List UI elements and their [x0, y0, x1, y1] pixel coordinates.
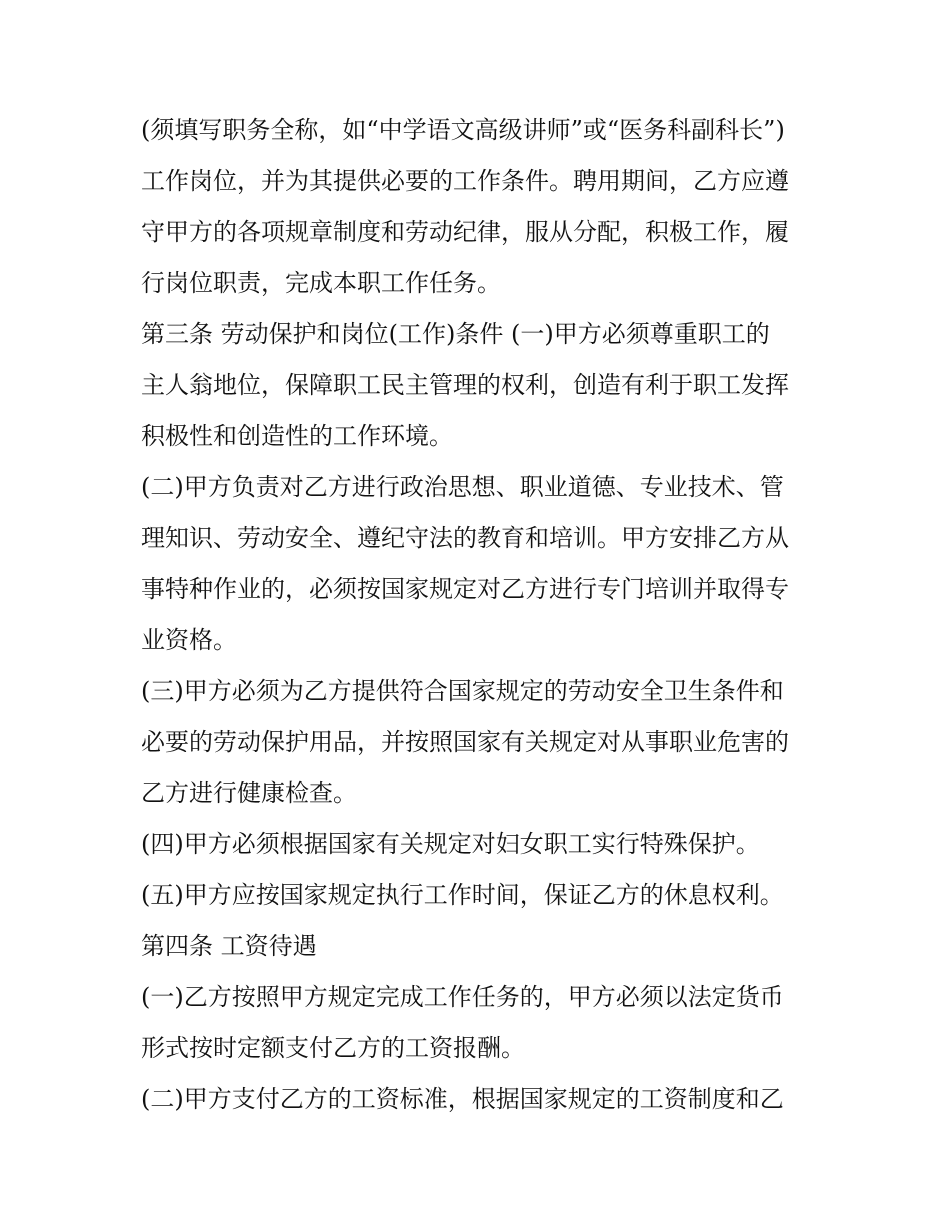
text-line: 主人翁地位，保障职工民主管理的权利，创造有利于职工发挥	[141, 371, 789, 399]
section-heading-article-4: 第四条 工资待遇	[141, 932, 317, 960]
text-line: (五)甲方应按国家规定执行工作时间，保证乙方的休息权利。	[141, 881, 784, 909]
text-line: 业资格。	[141, 626, 237, 654]
text-line: 理知识、劳动安全、遵纪守法的教育和培训。甲方安排乙方从	[141, 524, 789, 552]
text-line: 积极性和创造性的工作环境。	[141, 422, 453, 450]
text-line: (四)甲方必须根据国家有关规定对妇女职工实行特殊保护。	[141, 830, 760, 858]
text-line: (一)乙方按照甲方规定完成工作任务的，甲方必须以法定货币	[141, 983, 784, 1011]
text-line: 乙方进行健康检查。	[141, 779, 357, 807]
section-heading-article-3: 第三条 劳动保护和岗位(工作)条件 (一)甲方必须尊重职工的	[141, 320, 770, 348]
text-line: 行岗位职责，完成本职工作任务。	[141, 269, 501, 297]
text-line: 守甲方的各项规章制度和劳动纪律，服从分配，积极工作，履	[141, 218, 789, 246]
text-line: 事特种作业的，必须按国家规定对乙方进行专门培训并取得专	[141, 575, 789, 603]
text-line: (二)甲方支付乙方的工资标准，根据国家规定的工资制度和乙	[141, 1085, 784, 1113]
text-line: 工作岗位，并为其提供必要的工作条件。聘用期间，乙方应遵	[141, 167, 789, 195]
text-line: 形式按时定额支付乙方的工资报酬。	[141, 1034, 525, 1062]
text-line: 必要的劳动保护用品，并按照国家有关规定对从事职业危害的	[141, 728, 789, 756]
text-line: (三)甲方必须为乙方提供符合国家规定的劳动安全卫生条件和	[141, 677, 784, 705]
text-line: (二)甲方负责对乙方进行政治思想、职业道德、专业技术、管	[141, 473, 784, 501]
text-line: (须填写职务全称，如“中学语文高级讲师”或“医务科副科长”)	[141, 116, 785, 144]
